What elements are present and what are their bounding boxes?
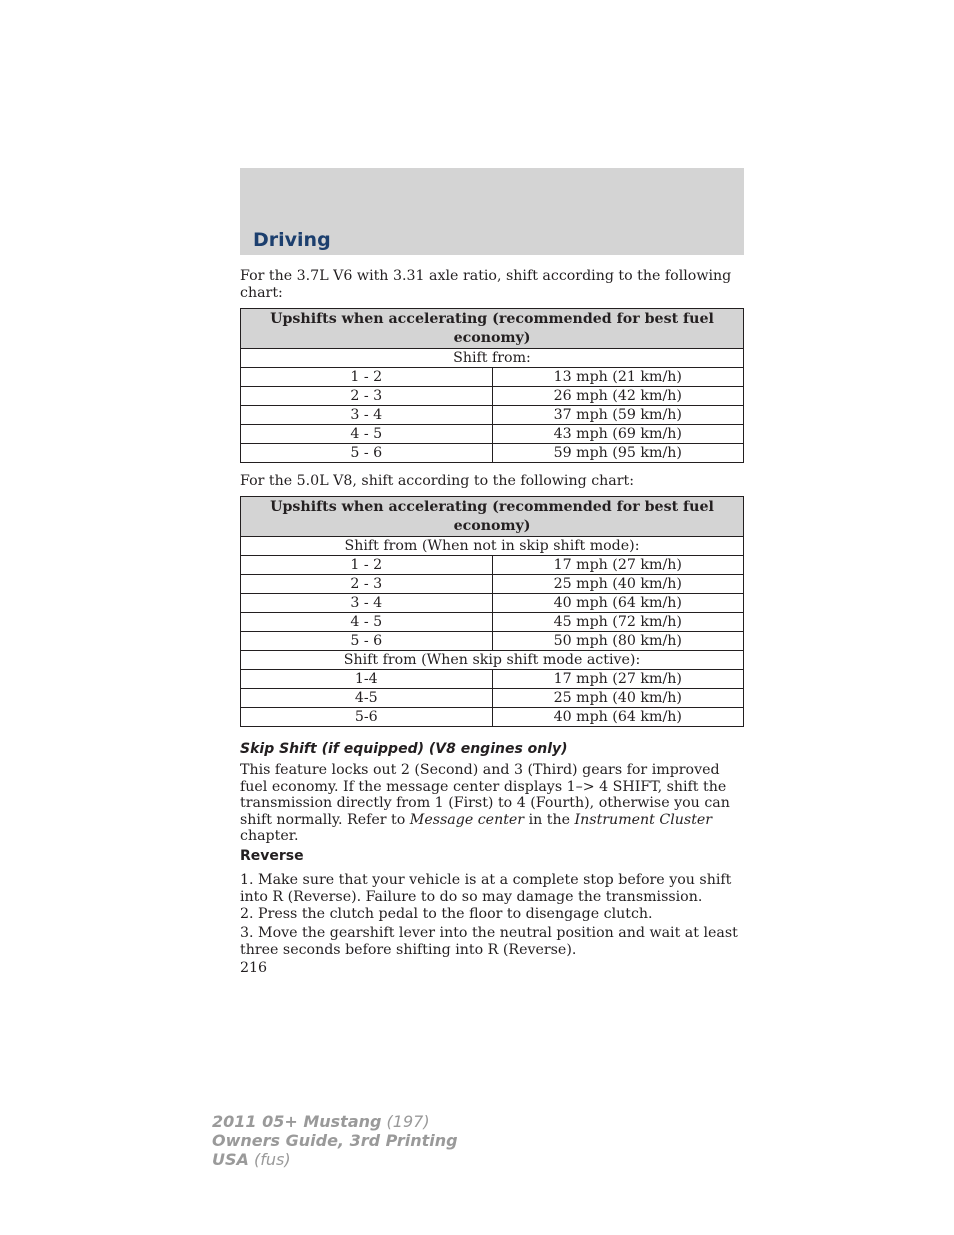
v6-shift-table bbox=[240, 308, 744, 463]
table-row bbox=[241, 613, 744, 632]
reverse-step-3: 3. Move the gearshift lever into the neutral position and wait at least three seconds before shifting into R (Reverse). bbox=[240, 925, 738, 958]
intro-v8-text: For the 5.0L V8, shift according to the following chart: bbox=[240, 473, 634, 489]
section-title: Driving bbox=[253, 229, 331, 251]
speed-cell: 13 mph (21 km/h) bbox=[492, 368, 744, 387]
footer-region-code: (fus) bbox=[248, 1150, 291, 1169]
table-row bbox=[241, 594, 744, 613]
gear-cell: 3 - 4 bbox=[241, 594, 493, 613]
footer-model: 2011 05+ Mustang bbox=[212, 1112, 382, 1131]
table-row bbox=[241, 406, 744, 425]
speed-cell: 40 mph (64 km/h) bbox=[492, 594, 744, 613]
gear-cell: 5 - 6 bbox=[241, 444, 493, 463]
gear-cell: 4-5 bbox=[241, 689, 493, 708]
gear-cell: 1 - 2 bbox=[241, 556, 493, 575]
table-row bbox=[241, 368, 744, 387]
v8-table-subheader-normal: Shift from (When not in skip shift mode): bbox=[241, 537, 744, 556]
page-number: 216 bbox=[240, 960, 268, 976]
reverse-step-2: 2. Press the clutch pedal to the floor to disengage clutch. bbox=[240, 906, 653, 922]
v8-shift-table bbox=[240, 496, 744, 727]
gear-cell: 5-6 bbox=[241, 708, 493, 727]
skip-shift-heading: Skip Shift (if equipped) (V8 engines only) bbox=[240, 741, 568, 757]
speed-cell: 25 mph (40 km/h) bbox=[492, 689, 744, 708]
skip-shift-body bbox=[240, 762, 744, 845]
footer-guide: Owners Guide, 3rd Printing bbox=[212, 1131, 458, 1150]
speed-cell: 50 mph (80 km/h) bbox=[492, 632, 744, 651]
speed-cell: 45 mph (72 km/h) bbox=[492, 613, 744, 632]
gear-cell: 3 - 4 bbox=[241, 406, 493, 425]
v8-table-header: Upshifts when accelerating (recommended for best fuel economy) bbox=[241, 497, 744, 537]
document-footer bbox=[212, 1112, 458, 1169]
speed-cell: 37 mph (59 km/h) bbox=[492, 406, 744, 425]
instrument-cluster-reference: Instrument Cluster bbox=[574, 811, 713, 828]
v8-table-subheader-skip: Shift from (When skip shift mode active): bbox=[241, 651, 744, 670]
gear-cell: 2 - 3 bbox=[241, 387, 493, 406]
speed-cell: 17 mph (27 km/h) bbox=[492, 556, 744, 575]
skip-shift-text: This feature locks out 2 (Second) and 3 (Third) gears for improved fuel economy. If the message center displays 1–> 4 SHIFT, shift the transmission directly from 1 (First) to 4 (Fourth), otherwise you can shift normally. Refer to bbox=[240, 762, 730, 828]
table-row bbox=[241, 670, 744, 689]
footer-model-code: (197) bbox=[381, 1112, 430, 1131]
table-row bbox=[241, 689, 744, 708]
table-row bbox=[241, 632, 744, 651]
table-row bbox=[241, 575, 744, 594]
message-center-reference: Message center bbox=[409, 811, 525, 828]
table-row bbox=[241, 708, 744, 727]
gear-cell: 4 - 5 bbox=[241, 425, 493, 444]
gear-cell: 4 - 5 bbox=[241, 613, 493, 632]
table-row bbox=[241, 387, 744, 406]
speed-cell: 26 mph (42 km/h) bbox=[492, 387, 744, 406]
table-row bbox=[241, 444, 744, 463]
table-row bbox=[241, 425, 744, 444]
speed-cell: 43 mph (69 km/h) bbox=[492, 425, 744, 444]
v6-table-header: Upshifts when accelerating (recommended for best fuel economy) bbox=[241, 309, 744, 349]
skip-shift-text: chapter. bbox=[240, 828, 299, 844]
gear-cell: 1 - 2 bbox=[241, 368, 493, 387]
v6-table-subheader: Shift from: bbox=[241, 349, 744, 368]
gear-cell: 5 - 6 bbox=[241, 632, 493, 651]
gear-cell: 1-4 bbox=[241, 670, 493, 689]
speed-cell: 59 mph (95 km/h) bbox=[492, 444, 744, 463]
speed-cell: 40 mph (64 km/h) bbox=[492, 708, 744, 727]
table-row bbox=[241, 556, 744, 575]
intro-v6-text: For the 3.7L V6 with 3.31 axle ratio, shift according to the following chart: bbox=[240, 268, 732, 301]
reverse-heading: Reverse bbox=[240, 848, 304, 864]
gear-cell: 2 - 3 bbox=[241, 575, 493, 594]
speed-cell: 17 mph (27 km/h) bbox=[492, 670, 744, 689]
speed-cell: 25 mph (40 km/h) bbox=[492, 575, 744, 594]
skip-shift-text: in the bbox=[524, 811, 575, 828]
footer-region: USA bbox=[212, 1150, 249, 1169]
reverse-step-1: 1. Make sure that your vehicle is at a complete stop before you shift into R (Reverse). Failure to do so may damage the transmission. bbox=[240, 872, 732, 905]
